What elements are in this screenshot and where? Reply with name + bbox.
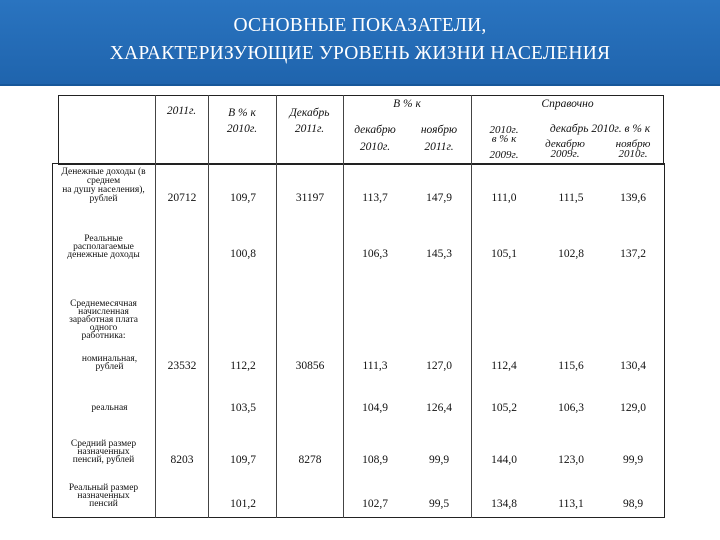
column-divider [276,95,277,518]
cell-real-wage-refnov2010: 129,0 [620,402,646,414]
header-ref-dec2009-line1: декабрю [545,138,585,150]
header-ref-nov2010-line2: 2010г. [618,148,648,160]
row-label-real-income-line1: Реальные [84,234,123,244]
cell-real-pension-dec2010: 102,7 [362,498,388,510]
column-divider [343,95,344,518]
row-label-pension-line3: пенсий, рублей [72,455,135,465]
cell-nominal-refdec2009: 115,6 [558,360,584,372]
cell-nominal-nov2011: 127,0 [426,360,452,372]
slide-title-line-2: ХАРАКТЕРИЗУЮЩИЕ УРОВЕНЬ ЖИЗНИ НАСЕЛЕНИЯ [109,43,611,64]
cell-nominal-refnov2010: 130,4 [620,360,646,372]
cell-pension-nov2011: 99,9 [428,454,450,466]
column-divider [155,95,156,518]
column-divider [471,95,472,518]
row-label-real-wage: реальная [91,403,128,413]
cell-income-dec2011: 31197 [295,192,325,204]
header-ref-2010-line3: 2009г. [489,149,519,161]
row-label-real-pension-line3: пенсий [89,499,118,509]
row-label-wage-line1: Среднемесячная [70,299,137,309]
cell-real-wage-ref2010: 105,2 [491,402,517,414]
header-ref-nov2010-line1: ноябрю [615,138,651,150]
cell-nominal-pct2010: 112,2 [230,360,256,372]
header-ref-2010-line2: в % к [491,133,517,145]
cell-real-pension-ref2010: 134,8 [491,498,517,510]
cell-pension-dec2011: 8278 [298,454,322,466]
header-ref-dec2009-line2: 2009г. [550,148,580,160]
cell-real-wage-dec2010: 104,9 [362,402,388,414]
row-label-wage-line5: работника: [81,331,126,341]
row-label-real-income-line2: располагаемые [73,242,134,252]
title-banner [0,0,720,86]
row-label-income-line2: среднем [86,176,121,186]
row-label-wage-line4: одного [89,323,118,333]
cell-real-wage-refdec2009: 106,3 [558,402,584,414]
row-label-wage-line2: начисленная [78,307,129,317]
cell-real-pension-refnov2010: 98,9 [622,498,644,510]
row-label-real-income-line3: денежные доходы [67,250,140,260]
cell-income-refdec2009: 111,5 [558,192,584,204]
cell-pension-refdec2009: 123,0 [558,454,584,466]
cell-real-wage-pct2010: 103,5 [230,402,256,414]
row-label-income-line4: рублей [89,194,118,204]
cell-real-income-dec2010: 106,3 [362,248,388,260]
cell-real-income-refdec2009: 102,8 [558,248,584,260]
cell-real-income-ref2010: 105,1 [491,248,517,260]
cell-real-wage-nov2011: 126,4 [426,402,452,414]
cell-nominal-ref2010: 112,4 [491,360,517,372]
header-nov2011-line1: ноябрю [420,124,458,136]
cell-income-ref2010: 111,0 [491,192,517,204]
header-reference: Справочно [541,98,594,110]
cell-pension-ref2010: 144,0 [491,454,517,466]
cell-nominal-2011: 23532 [167,360,197,372]
cell-real-income-nov2011: 145,3 [426,248,452,260]
slide-title-line-1: ОСНОВНЫЕ ПОКАЗАТЕЛИ, [233,15,487,36]
header-dec2010-line2: 2010г. [359,141,391,153]
row-label-pension-line2: назначенных [77,447,130,457]
header-2011: 2011г. [166,105,197,117]
row-label-wage-line3: заработная плата [69,315,138,325]
cell-nominal-dec2011: 30856 [295,360,325,372]
row-label-pension-line1: Средний размер [70,439,137,449]
header-pct-2010-line1: В % к [228,107,256,119]
cell-pension-pct2010: 109,7 [230,454,256,466]
header-pct-2010-line2: 2010г. [226,123,258,135]
header-nov2011-line2: 2011г. [424,141,454,153]
cell-real-pension-refdec2009: 113,1 [558,498,584,510]
column-divider [208,95,209,518]
cell-income-pct2010: 109,7 [230,192,256,204]
header-dec-2011-line2: 2011г. [294,123,325,135]
cell-income-nov2011: 147,9 [426,192,452,204]
cell-nominal-dec2010: 111,3 [362,360,388,372]
row-label-real-pension-line2: назначенных [77,491,130,501]
row-label-income-line3: на душу населения), [62,185,145,195]
cell-income-2011: 20712 [167,192,197,204]
row-label-income-line1: Денежные доходы (в [61,167,146,177]
cell-real-income-pct2010: 100,8 [230,248,256,260]
cell-real-income-refnov2010: 137,2 [620,248,646,260]
cell-pension-dec2010: 108,9 [362,454,388,466]
header-dec-2011-line1: Декабрь [289,107,330,119]
header-group-pct: В % к [393,98,421,110]
row-label-nominal-line2: рублей [95,362,124,372]
row-label-real-pension-line1: Реальный размер [68,483,139,493]
cell-pension-refnov2010: 99,9 [622,454,644,466]
row-label-nominal-line1: номинальная, [81,354,138,364]
header-ref-dec2010: декабрь 2010г. в % к [549,123,651,135]
header-dec2010-line1: декабрю [354,124,396,136]
cell-real-pension-nov2011: 99,5 [428,498,450,510]
cell-income-dec2010: 113,7 [362,192,388,204]
header-ref-2010-line1: 2010г. [489,124,519,136]
cell-income-refnov2010: 139,6 [620,192,646,204]
cell-pension-2011: 8203 [170,454,194,466]
cell-real-pension-pct2010: 101,2 [230,498,256,510]
